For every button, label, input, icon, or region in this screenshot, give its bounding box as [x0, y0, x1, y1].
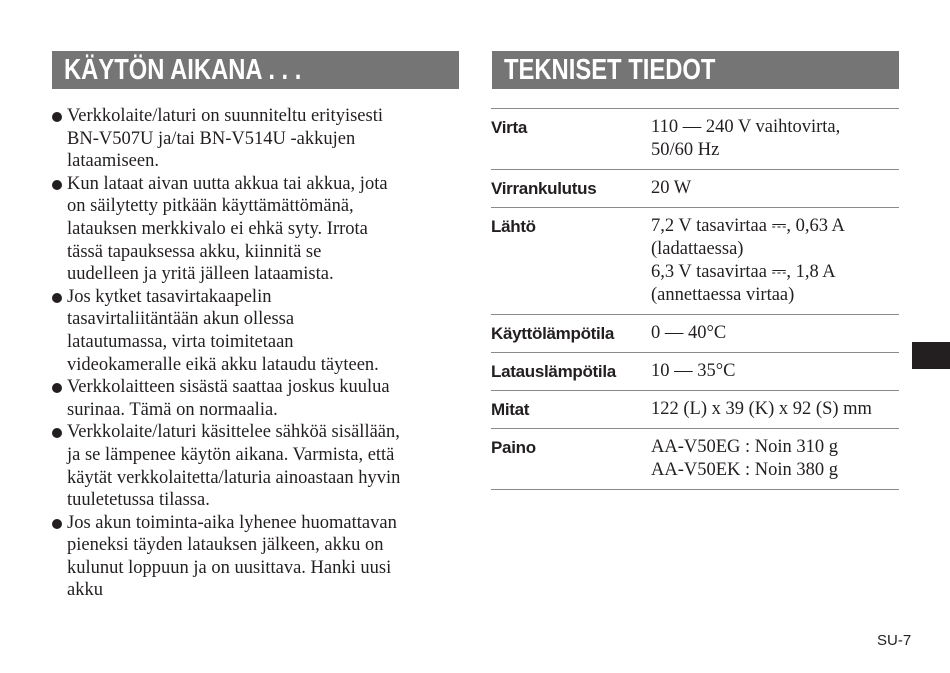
usage-note-line: videokameralle eikä akku lataudu täyteen. — [67, 354, 379, 375]
usage-note-item — [52, 376, 462, 421]
usage-note-line: Verkkolaite/laturi on suunniteltu erityisesti — [67, 106, 383, 126]
spec-value-line: 6,3 V tasavirtaa ⎓, 1,8 A — [651, 262, 836, 282]
spec-value — [651, 177, 899, 200]
usage-notes-list — [52, 105, 462, 602]
usage-note-line: on säilytetty pitkään käyttämättömänä, — [67, 196, 354, 217]
usage-note-line: BN-V507U ja/tai BN-V514U -akkujen — [67, 128, 356, 149]
bullet-icon — [52, 383, 62, 393]
spec-label: Käyttölämpötila — [491, 324, 615, 343]
spec-value — [651, 215, 899, 307]
section-heading-text: KÄYTÖN AIKANA . . . — [64, 54, 302, 86]
spec-value-line: (ladattaessa) — [651, 239, 744, 259]
usage-note-line: Verkkolaite/laturi käsittelee sähköä sisällään, — [67, 422, 400, 443]
spec-row — [491, 208, 899, 315]
spec-value-line: 20 W — [651, 178, 692, 198]
bullet-icon — [52, 428, 62, 438]
spec-value — [651, 436, 899, 482]
bullet-icon — [52, 112, 62, 122]
spec-row — [491, 315, 899, 353]
bullet-icon — [52, 293, 62, 303]
usage-note-line: Jos akun toiminta-aika lyhenee huomattavan — [67, 512, 397, 533]
usage-note-line: pieneksi täyden latauksen jälkeen, akku on — [67, 535, 384, 556]
usage-note-item — [52, 105, 462, 173]
spec-row — [491, 391, 899, 429]
usage-note-line: ja se lämpenee käytön aikana. Varmista, että — [67, 444, 395, 465]
spec-row — [491, 353, 899, 391]
spec-value-line: 50/60 Hz — [651, 140, 720, 160]
usage-note-line: lataamiseen. — [67, 151, 159, 172]
usage-note-line: kulunut loppuun ja on uusittava. Hanki uusi — [67, 557, 392, 578]
thumb-index-tab — [912, 342, 950, 369]
spec-label: Paino — [491, 438, 536, 457]
spec-label: Virta — [491, 118, 527, 137]
usage-note-line: uudelleen ja yritä jälleen lataamista. — [67, 264, 334, 285]
usage-note-line: Verkkolaitteen sisästä saattaa joskus kuulua — [67, 377, 390, 398]
spec-row — [491, 429, 899, 490]
bullet-icon — [52, 180, 62, 190]
usage-note-line: tuuletetussa tilassa. — [67, 490, 210, 511]
usage-note-line: tässä tapauksessa akku, kiinnitä se — [67, 241, 322, 262]
spec-value-line: 0 — 40°C — [651, 323, 727, 343]
spec-value-line: 10 — 35°C — [651, 361, 736, 381]
spec-label: Virrankulutus — [491, 179, 597, 198]
page-number: SU-7 — [877, 632, 912, 649]
spec-label: Mitat — [491, 400, 530, 419]
spec-label: Lähtö — [491, 217, 536, 236]
section-heading-kayton-aikana — [52, 51, 459, 89]
spec-value-line: 122 (L) x 39 (K) x 92 (S) mm — [651, 399, 872, 419]
usage-note-line: latauksen merkkivalo ei ehkä syty. Irrota — [67, 218, 368, 239]
spec-value — [651, 116, 899, 162]
usage-note-line: akku — [67, 580, 103, 601]
usage-note-line: tasavirtaliitäntään akun ollessa — [67, 309, 295, 330]
usage-note-item — [52, 421, 462, 511]
usage-note-item — [52, 286, 462, 376]
spec-value — [651, 322, 899, 345]
spec-value — [651, 398, 899, 421]
usage-note-line: latautumassa, virta toimitetaan — [67, 331, 294, 352]
usage-note-item — [52, 512, 462, 602]
specifications-table — [491, 108, 899, 490]
section-heading-text: TEKNISET TIEDOT — [504, 54, 716, 86]
spec-row — [491, 170, 899, 208]
spec-value-line: AA-V50EK : Noin 380 g — [651, 460, 839, 480]
spec-label: Latauslämpötila — [491, 362, 616, 381]
usage-note-line: surinaa. Tämä on normaalia. — [67, 399, 278, 420]
usage-note-line: käytät verkkolaitetta/laturia ainoastaan hyvin — [67, 467, 401, 488]
spec-value-line: 110 — 240 V vaihtovirta, — [651, 117, 841, 137]
spec-value-line: AA-V50EG : Noin 310 g — [651, 437, 839, 457]
spec-value — [651, 360, 899, 383]
usage-note-line: Jos kytket tasavirtakaapelin — [67, 286, 272, 307]
usage-note-line: Kun lataat aivan uutta akkua tai akkua, jota — [67, 173, 388, 194]
usage-note-item — [52, 173, 462, 286]
spec-value-line: 7,2 V tasavirtaa ⎓, 0,63 A — [651, 216, 845, 236]
spec-value-line: (annettaessa virtaa) — [651, 285, 795, 305]
bullet-icon — [52, 519, 62, 529]
spec-row — [491, 109, 899, 170]
section-heading-tekniset-tiedot — [492, 51, 899, 89]
